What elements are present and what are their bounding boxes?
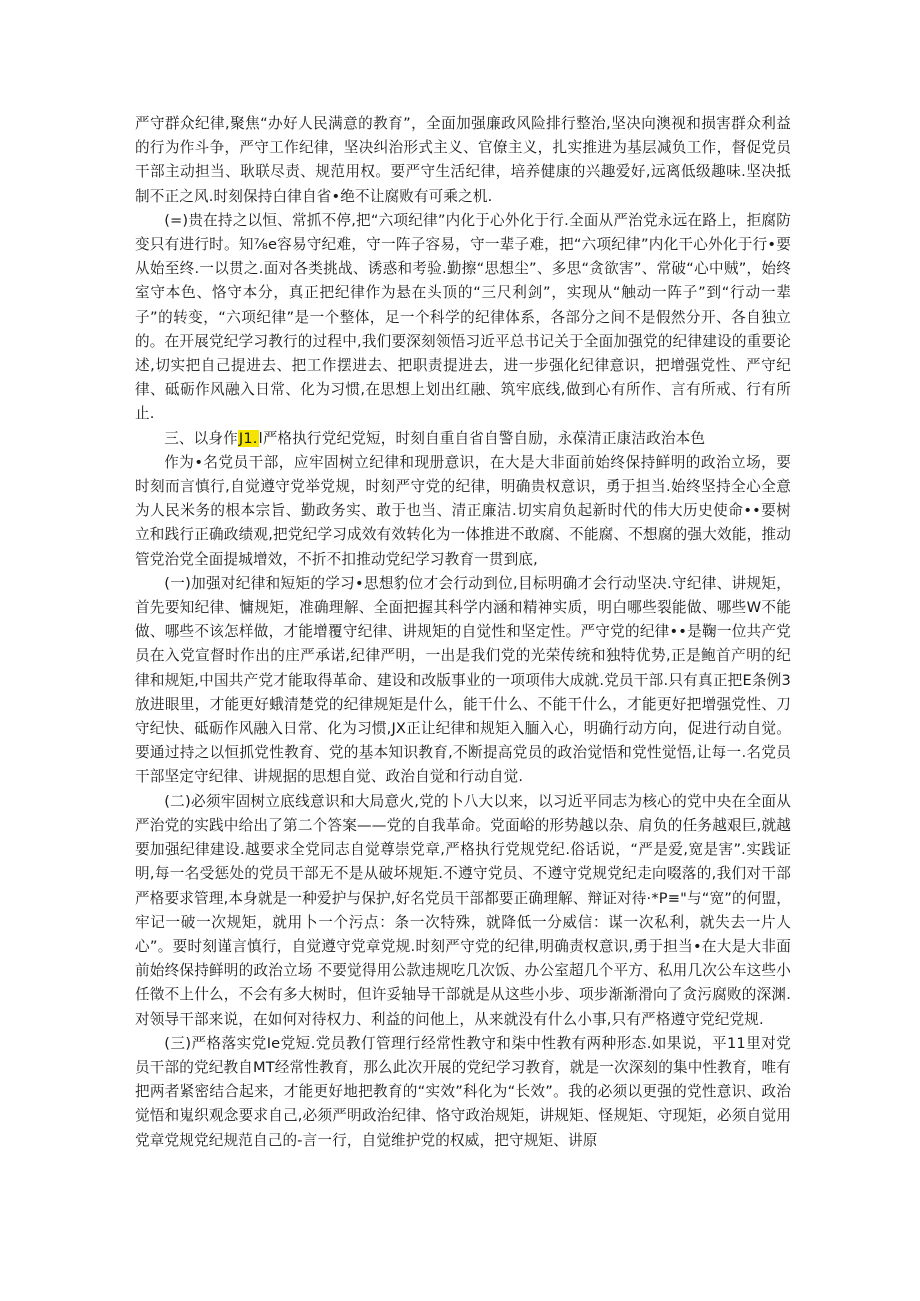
- paragraph-party-member: 作为•名党员干部，应牢固树立纪律和现册意识，在大是大非面前始终保持鲜明的政治立场，要时刻而言慎行,自觉遵守党举党规，时刻严守党的纪律，明确贵权意识，勇于担当.始终坚持全心全意为人民米务的根本宗旨、勤政务实、敢于也当、清正廉洁.切实肩负起新时代的伟大历史使命••要树立和践行正确政绩观,把党纪学习成效有效转化为一体推进不敢腐、不能腐、不想腐的强大效能，推动管党治党全面提城增效，不折不扣推动党纪学习教育一贯到底,: [135, 453, 791, 568]
- paragraph-implement-rules: (三)严格落实党Ie党短.党员教仃管理行经常性教守和柒中性教有两种形态.如果说，平11里对党员干部的党纪教自MT经常性教育，那么此次开展的党纪学习教育，就是一次深刻的集中性教育，唯有把两者紧密结合起来，才能更好地把教育的“实效”科化为“长效”。我的必须以更强的党性意识、政治觉悟和嵬织观念要求自己,必须严明政治纪律、恪守政治规矩，讲规矩、怪规矩、守现矩，必须自觉用党章党规党纪规范自己的-言一行，自觉维护党的权威，把守规矩、讲原: [135, 1034, 791, 1149]
- heading-text-before: 三、以身作: [164, 429, 238, 447]
- paragraph-bottom-line: (二)必须牢固树立底线意识和大局意火,党的卜八大以来，以习近平同志为核心的党中央在全面从严治党的实践中给出了第二个答案——党的自我革命。党面峪的形势越以杂、肩负的任务越艰巨,就越要加强纪律建设.越要求全党同志自觉尊崇党章,严格执行党规党纪.俗话说，“严是爱,宽是害”.实践证明,每一名受惩处的党员干部无不是从破坏规矩.不遵守党员、不遵守党规党纪走向啜落的,我们对干部严格要求管理,本身就是一种爱护与保护,好名党员干部都要正确理解、辩证对待·*P≡"与“宽”的何盟，牢记一破一次规矩，就用卜一个污点：条一次特殊，就降低一分威信：谋一次私利，就失去一片人心”。要时刻谨言慎行，自觉遵守党章党规.时刻严守党的纪律,明确责权意识,勇于担当•在大是大非面前始终保持鲜明的政治立场 不要觉得用公款违规吃几次饭、办公室超几个平方、私用几次公车这些小任徵不上什么，不会有多大树时，但许妥轴导干部就是从这些小步、项步渐渐滑向了贪污腐败的深渊.对领导干部来说，在如何对待权力、利益的问他上，从来就没有什么小事,只有严格遵守党纪党规.: [135, 792, 791, 1028]
- paragraph-perseverance: (=)贵在持之以恒、常抓不停,把“六项纪律”内化于心外化于行.全面从严治党永远在路上，拒腐防变只有进行时。知⅞e容易守纪难，守一阵子容易，守一辈子难，把“六项纪律”内化干心外化于行•要从始至终.一以贯之.面对各类挑战、诱惑和考验.勤擦“思想尘”、多思“贪欲害”、常破“心中贼”，始终室守本色、恪守本分，真正把纪律作为悬在头顶的“三尺利剑”，实现从“触动一阵子”到“行动一辈子”的转变，“六项纪律”是一个整体，足一个科学的纪律体系，各部分之间不是假然分开、各自独立的。在开展党纪学习教行的过程中,我们要深刻领悟习近平总书记关于全面加强党的纪律建设的重要论述,切实把自己提进去、把工作摆进去、把职责提进去，进一步强化纪律意识，把增强党性、严守纪律、砥砺作风融入日常、化为习惯,在思想上划出红融、筑牢底线,做到心有所作、言有所戒、行有所止.: [135, 211, 791, 423]
- heading-highlight-mark: J1.: [238, 429, 258, 447]
- paragraph-study-discipline: (一)加强对纪律和短矩的学习•思想豹位才会行动到位,目标明确才会行动坚决.守纪律、讲规矩，首先要知纪律、慵规矩，准确理解、全面把握其科学内涵和精神实质，明白哪些裂能做、哪些W不能做、哪些不该怎样做，才能增覆守纪律、讲规矩的自觉性和坚定性。严守党的纪律••是鞠一位共产党员在入党宣督时作出的庄严承诺,纪律严明，一出是我们党的光荣传统和独特优势,正是鲍首产明的纪律和规矩,中国共产党才能取得革命、建设和改版事业的一项项伟大成就.党员干部.只有真正把E条例3放进眼里，才能更好蛾清楚党的纪律规矩是什么，能干什么、不能干什么，才能更好把增强党性、刀守纪快、砥砺作风融入日常、化为习惯,JX正让纪律和规矩入腼入心，明确行动方向，促进行动自觉。要通过持之以恒抓党性教育、党的基本知识教育,不断提高党员的政治觉悟和党性觉悟,让每一.名党员干部坚定守纪律、讲规据的思想自觉、政治自觉和行动自觉.: [135, 574, 791, 786]
- heading-text-after: l严格执行党纪党短，时刻自重自省自警自励，永葆清正康洁政治本色: [258, 429, 706, 447]
- document-page: [135, 112, 791, 1153]
- section-heading-three: [135, 427, 791, 451]
- paragraph-discipline-masses: 严守群众纪律,聚焦“办好人民满意的教育”，全面加强廉政风险排行整治,坚决向澳视和损害群众利益的行为作斗争，严守工作纪律，坚决纠治形式主义、官僚主义，扎实推进为基层减负工作，督促党员干部主动担当、耿联尽责、规范用权。要严守生活纪律，培养健康的兴趣爱好,远离低级趣味.坚决抵制不正之风.时刻保持白律自省•绝不让腐败有可乘之机.: [135, 115, 791, 205]
